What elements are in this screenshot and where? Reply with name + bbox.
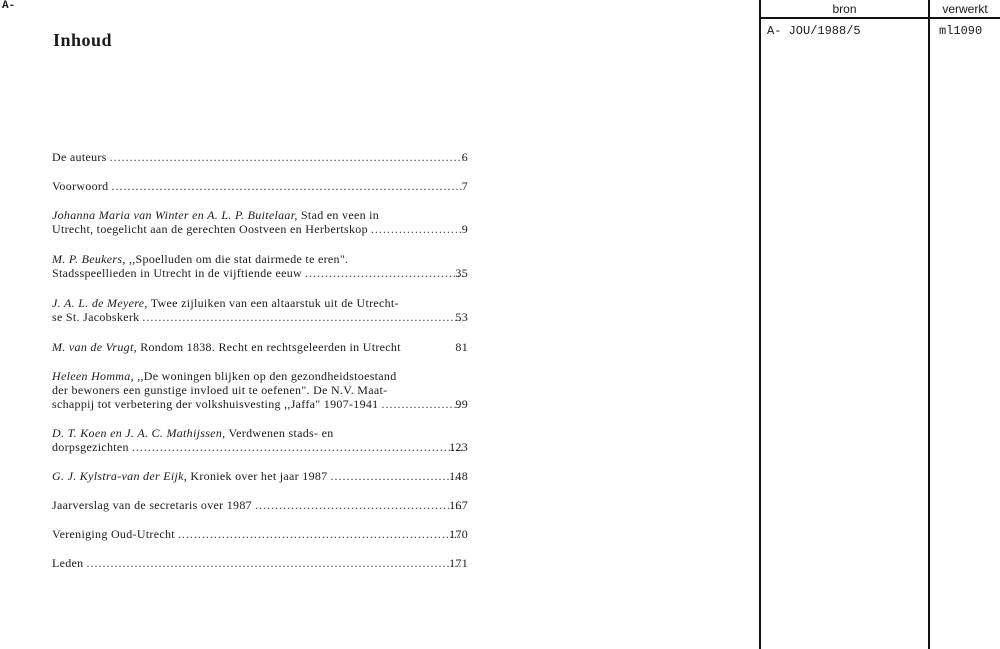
toc-entry bbox=[52, 556, 466, 570]
toc-entry-author: M. P. Beukers, bbox=[52, 252, 126, 266]
toc-page-number: 9 bbox=[461, 222, 468, 236]
toc-page-number: 148 bbox=[449, 469, 468, 483]
register-processed-value: ml1090 bbox=[939, 24, 983, 38]
toc-entry bbox=[52, 340, 466, 354]
toc-entry-line bbox=[52, 296, 466, 310]
toc-entry-line bbox=[52, 310, 466, 324]
toc-entry bbox=[52, 150, 466, 164]
toc-entry-text: Stad en veen in bbox=[297, 208, 380, 222]
register-left-border bbox=[759, 0, 761, 649]
toc-entry-text: Leden bbox=[52, 556, 84, 570]
toc-page-number: 81 bbox=[455, 340, 468, 354]
toc-entry-author: Johanna Maria van Winter en A. L. P. Buitelaar, bbox=[52, 208, 298, 222]
toc-entry-text: Kroniek over het jaar 1987 bbox=[187, 469, 328, 483]
toc-entry-text: dorpsgezichten bbox=[52, 440, 129, 454]
toc-entry bbox=[52, 498, 466, 512]
toc-page-number: 6 bbox=[461, 150, 468, 164]
toc-entry-text: ,,Spoelluden om die stat dairmede te eren". bbox=[125, 252, 349, 266]
toc-page-number: 99 bbox=[455, 397, 468, 411]
toc-entry-text: Voorwoord bbox=[52, 179, 109, 193]
toc-entry-text: ,,De woningen blijken op den gezondheidstoestand bbox=[133, 369, 397, 383]
toc-entry-line bbox=[52, 252, 466, 266]
toc-entry bbox=[52, 208, 466, 236]
toc-entry-author: J. A. L. de Meyere, bbox=[52, 296, 148, 310]
toc-page-number: 53 bbox=[455, 310, 468, 324]
toc-leader-dots bbox=[178, 527, 463, 541]
toc-entry-line bbox=[52, 498, 466, 512]
toc-entry bbox=[52, 179, 466, 193]
toc-entry-line bbox=[52, 426, 466, 440]
register-column-divider bbox=[928, 0, 930, 649]
toc-entry-line bbox=[52, 208, 466, 222]
toc-entry-line bbox=[52, 469, 466, 483]
register-header-processed: verwerkt bbox=[942, 2, 988, 16]
toc-entry-text: se St. Jacobskerk bbox=[52, 310, 140, 324]
toc-entry bbox=[52, 296, 466, 324]
toc-entry-text: Jaarverslag van de secretaris over 1987 bbox=[52, 498, 252, 512]
toc-entry-line bbox=[52, 397, 466, 411]
toc-entry-author: D. T. Koen en J. A. C. Mathijssen, bbox=[52, 426, 226, 440]
toc-page-number: 167 bbox=[449, 498, 468, 512]
toc-leader-dots bbox=[255, 498, 463, 512]
toc-entry-text: Verdwenen stads- en bbox=[225, 426, 334, 440]
toc-page-number: 35 bbox=[455, 266, 468, 280]
register-source-value: A- JOU/1988/5 bbox=[767, 24, 861, 38]
toc-entry-author: M. van de Vrugt, bbox=[52, 340, 137, 354]
toc-entry-line bbox=[52, 383, 466, 397]
toc-leader-dots bbox=[132, 440, 463, 454]
toc-entry-author: G. J. Kylstra-van der Eijk, bbox=[52, 469, 188, 483]
toc-entry-author: Heleen Homma, bbox=[52, 369, 134, 383]
toc-entry-text: Rondom 1838. Recht en rechtsgeleerden in Utrecht bbox=[136, 340, 401, 354]
toc-entry-text: Twee zijluiken van een altaarstuk uit de Utrecht- bbox=[147, 296, 399, 310]
toc-leader-dots bbox=[111, 179, 463, 193]
register-header-divider bbox=[759, 17, 1000, 19]
toc-entry-line bbox=[52, 369, 466, 383]
toc-entry-line bbox=[52, 266, 466, 280]
toc-entry-line bbox=[52, 340, 466, 354]
toc-page-number: 7 bbox=[461, 179, 468, 193]
register-table bbox=[759, 0, 1000, 649]
toc-leader-dots bbox=[86, 556, 463, 570]
register-header-source: bron bbox=[832, 2, 857, 16]
toc-entry-line bbox=[52, 527, 466, 541]
toc-entry-line bbox=[52, 179, 466, 193]
toc-entry-text: Stadsspeellieden in Utrecht in de vijftiende eeuw bbox=[52, 266, 302, 280]
toc-entry bbox=[52, 469, 466, 483]
toc-entry-text: Utrecht, toegelicht aan de gerechten Oostveen en Herbertskop bbox=[52, 222, 368, 236]
toc-entry bbox=[52, 369, 466, 411]
toc-page-number: 171 bbox=[449, 556, 468, 570]
toc-entry-text: der bewoners een gunstige invloed uit te oefenen". De N.V. Maat- bbox=[52, 383, 388, 397]
toc-leader-dots bbox=[142, 310, 463, 324]
toc-entry-text: schappij tot verbetering der volkshuisvesting ,,Jaffa" 1907-1941 bbox=[52, 397, 379, 411]
toc-entry-text: Vereniging Oud-Utrecht bbox=[52, 527, 175, 541]
corner-mark: A- bbox=[2, 0, 16, 12]
toc-entry-line bbox=[52, 150, 466, 164]
toc-entry bbox=[52, 426, 466, 454]
toc-entry-line bbox=[52, 556, 466, 570]
page-title: Inhoud bbox=[53, 30, 113, 50]
toc-entry-line bbox=[52, 222, 466, 236]
toc-page-number: 123 bbox=[449, 440, 468, 454]
toc-leader-dots bbox=[110, 150, 463, 164]
toc-entry bbox=[52, 252, 466, 280]
toc-page-number: 170 bbox=[449, 527, 468, 541]
toc-entry-text: De auteurs bbox=[52, 150, 107, 164]
toc-entry-line bbox=[52, 440, 466, 454]
toc-entry bbox=[52, 527, 466, 541]
